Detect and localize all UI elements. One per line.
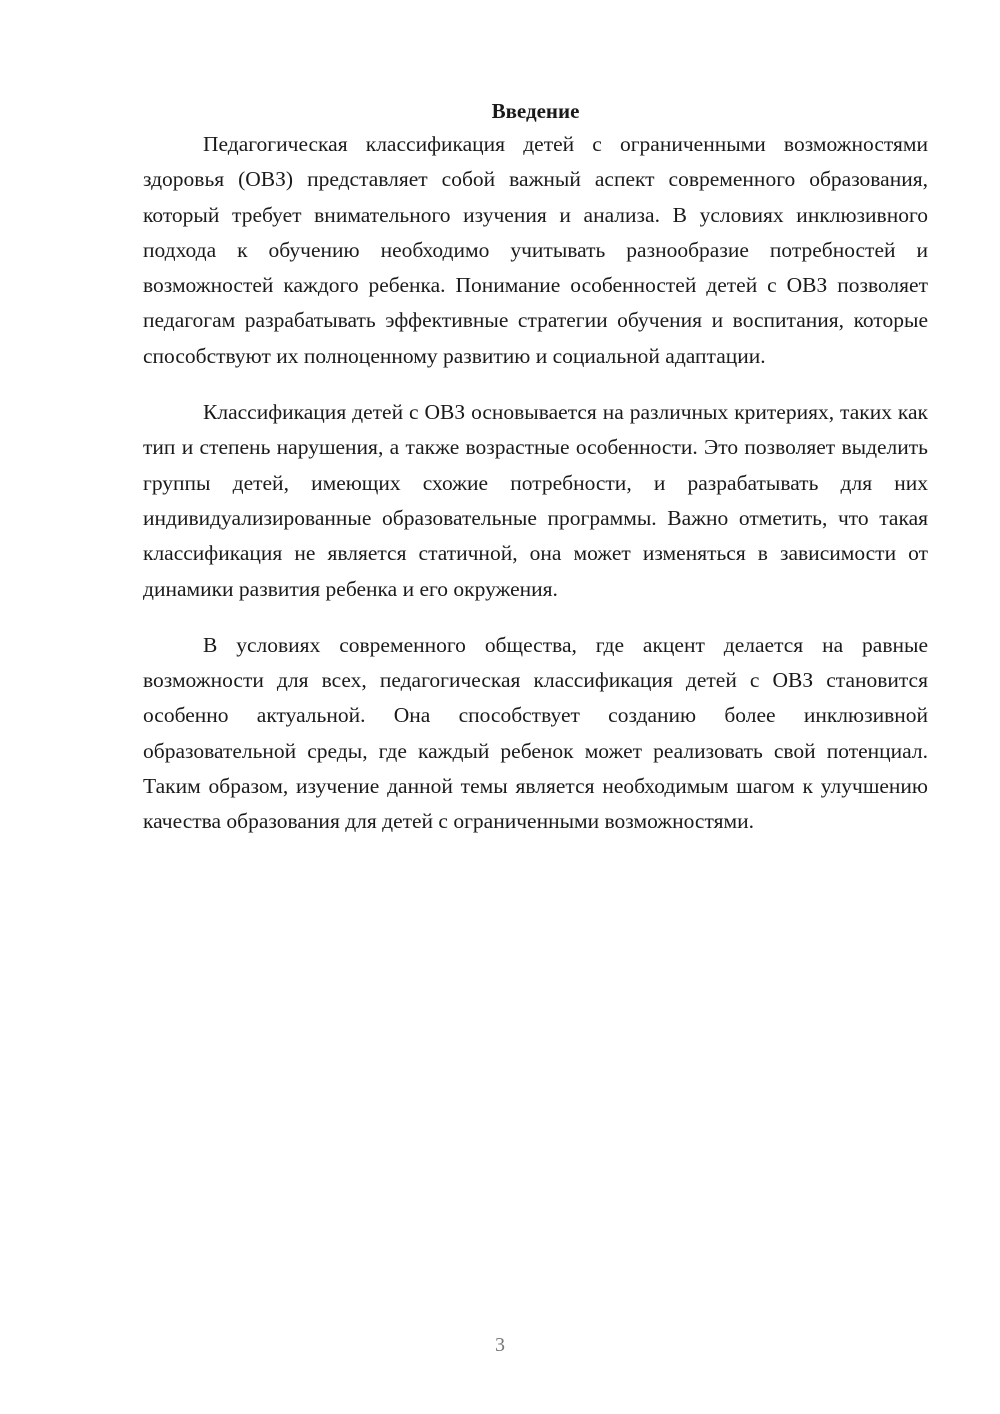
paragraph-2: Классификация детей с ОВЗ основывается на различных критериях, таких как тип и степень нарушения, а также возрастные особенности. Это позволяет выделить группы детей, имеющих схожие потребности, и разрабатывать для них индивидуализированные образовательные программы. Важно отметить, что такая классификация не является статичной, она может изменяться в зависимости от динамики развития ребенка и его окружения.: [143, 400, 928, 601]
section-title: Введение: [491, 99, 580, 123]
page-content: [143, 96, 928, 861]
paragraph-1: Педагогическая классификация детей с ограниченными возможностями здоровья (ОВЗ) представляет собой важный аспект современного образования, который требует внимательного изучения и анализа. В условиях инклюзивного подхода к обучению необходимо учитывать разнообразие потребностей и возможностей каждого ребенка. Понимание особенностей детей с ОВЗ позволяет педагогам разрабатывать эффективные стратегии обучения и воспитания, которые способствуют их полноценному развитию и социальной адаптации.: [143, 132, 928, 368]
page-number: 3: [495, 1334, 505, 1356]
paragraph-3: В условиях современного общества, где акцент делается на равные возможности для всех, педагогическая классификация детей с ОВЗ становится особенно актуальной. Она способствует созданию более инклюзивной образовательной среды, где каждый ребенок может реализовать свой потенциал. Таким образом, изучение данной темы является необходимым шагом к улучшению качества образования для детей с ограниченными возможностями.: [143, 632, 928, 834]
